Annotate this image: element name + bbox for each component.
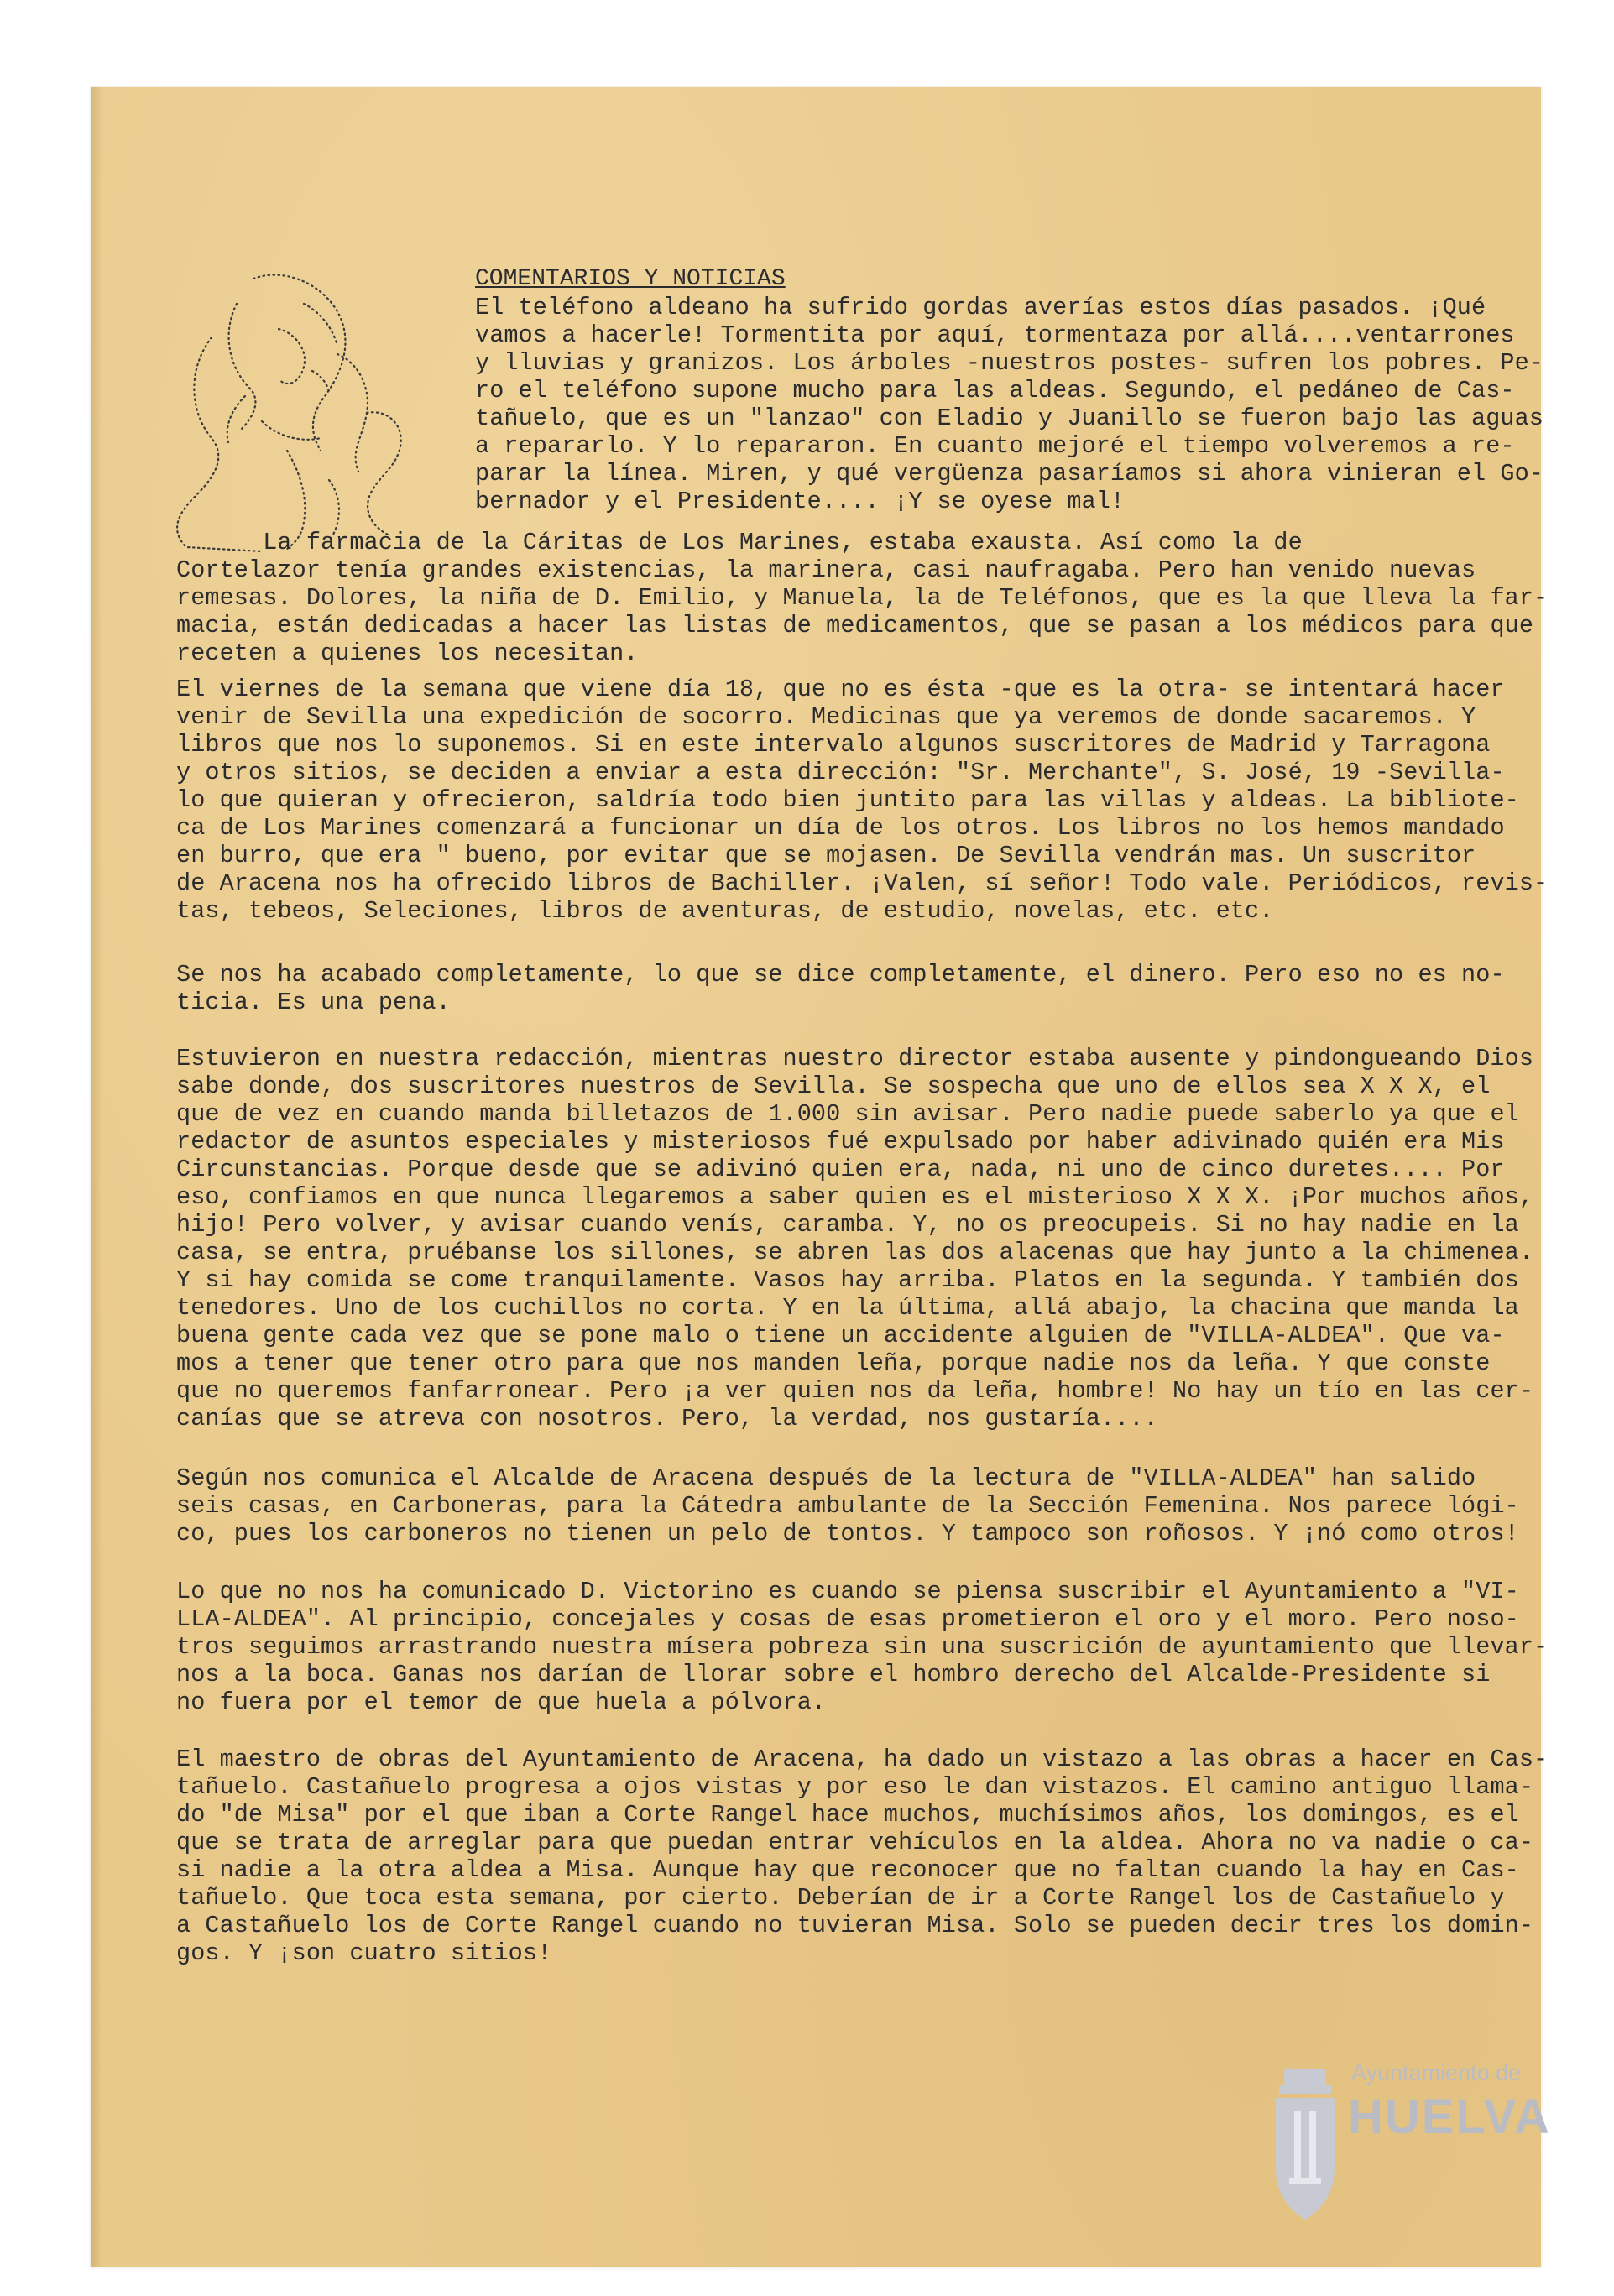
text-line: La farmacia de la Cáritas de Los Marines, estaba exausta. Así como la de xyxy=(176,529,1303,556)
paragraph-pharmacy xyxy=(176,529,1548,667)
text-line: no fuera por el temor de que huela a pólvora. xyxy=(176,1688,827,1716)
text-line: Se nos ha acabado completamente, lo que se dice completamente, el dinero. Pero eso no es no- xyxy=(176,961,1505,989)
text-line: que se trata de arreglar para que puedan entrar vehículos en la aldea. Ahora no va nadie o ca- xyxy=(176,1829,1534,1856)
text-line: do "de Misa" por el que iban a Corte Rangel hace muchos, muchísimos años, los domingos, es el xyxy=(176,1801,1519,1829)
text-line: gos. Y ¡son cuatro sitios! xyxy=(176,1939,552,1967)
text-line: bernador y el Presidente.... ¡Y se oyese mal! xyxy=(475,488,1126,515)
text-line: buena gente cada vez que se pone malo o tiene un accidente alguien de "VILLA-ALDEA". Que va- xyxy=(176,1322,1505,1349)
text-line: LLA-ALDEA". Al principio, concejales y cosas de esas prometieron el oro y el moro. Pero noso- xyxy=(176,1605,1519,1633)
watermark-line2: HUELVA xyxy=(1348,2090,1551,2144)
text-line: casa, se entra, pruébanse los sillones, se abren las dos alacenas que hay junto a la chimenea. xyxy=(176,1239,1534,1266)
text-line: El viernes de la semana que viene día 18, que no es ésta -que es la otra- se intentará hacer xyxy=(176,676,1505,703)
text-line: venir de Sevilla una expedición de socorro. Medicinas que ya veremos de donde sacaremos. Y xyxy=(176,703,1476,731)
paragraph-expedition xyxy=(176,676,1548,925)
text-line: ro el teléfono supone mucho para las aldeas. Segundo, el pedáneo de Cas- xyxy=(475,377,1515,404)
text-line: y otros sitios, se deciden a enviar a esta dirección: "Sr. Merchante", S. José, 19 -Sevilla- xyxy=(176,759,1505,786)
text-line: hijo! Pero volver, y avisar cuando venís, caramba. Y, no os preocupeis. Si no hay nadie en la xyxy=(176,1211,1519,1239)
text-line: El maestro de obras del Ayuntamiento de Aracena, ha dado un vistazo a las obras a hacer en Cas- xyxy=(176,1745,1549,1773)
ayuntamiento-huelva-watermark xyxy=(1267,2060,1551,2270)
text-line: seis casas, en Carboneras, para la Cátedra ambulante de la Sección Femenina. Nos parece lógi- xyxy=(176,1492,1519,1520)
paragraph-subscription xyxy=(176,1578,1548,1716)
text-line: libros que nos lo suponemos. Si en este intervalo algunos suscritores de Madrid y Tarragona xyxy=(176,731,1491,759)
text-line: si nadie a la otra aldea a Misa. Aunque hay que reconocer que no faltan cuando la hay en Cas- xyxy=(176,1856,1519,1884)
text-line: El teléfono aldeano ha sufrido gordas averías estos días pasados. ¡Qué xyxy=(475,294,1486,321)
text-line: Según nos comunica el Alcalde de Aracena después de la lectura de "VILLA-ALDEA" han salido xyxy=(176,1464,1476,1492)
text-line: Cortelazor tenía grandes existencias, la marinera, casi naufragaba. Pero han venido nuevas xyxy=(176,556,1476,584)
text-line: y lluvias y granizos. Los árboles -nuestros postes- sufren los pobres. Pe- xyxy=(475,349,1544,377)
text-line: a repararlo. Y lo repararon. En cuanto mejoré el tiempo volveremos a re- xyxy=(475,432,1515,460)
text-line: macia, están dedicadas a hacer las listas de medicamentos, que se pasan a los médicos para que xyxy=(176,612,1534,639)
paragraph-works xyxy=(176,1745,1548,1967)
text-line: Y si hay comida se come tranquilamente. Vasos hay arriba. Platos en la segunda. Y también dos xyxy=(176,1266,1519,1294)
paragraph-mayor xyxy=(176,1464,1519,1547)
text-line: que no queremos fanfarronear. Pero ¡a ver quien nos da leña, hombre! No hay un tío en las cer- xyxy=(176,1377,1534,1405)
text-line: tenedores. Uno de los cuchillos no corta. Y en la última, allá abajo, la chacina que manda la xyxy=(176,1294,1519,1322)
watermark-line1: Ayuntamiento de xyxy=(1351,2060,1522,2085)
section-title: COMENTARIOS Y NOTICIAS xyxy=(475,266,786,292)
text-line: canías que se atreva con nosotros. Pero, la verdad, nos gustaría.... xyxy=(176,1405,1158,1432)
text-line: tañuelo. Que toca esta semana, por cierto. Deberían de ir a Corte Rangel los de Castañuelo y xyxy=(176,1884,1505,1912)
paragraph-telephone xyxy=(475,294,1543,515)
text-line: remesas. Dolores, la niña de D. Emilio, y Manuela, la de Teléfonos, que es la que lleva la far- xyxy=(176,584,1549,612)
dotted-sketch-illustration xyxy=(161,270,447,557)
text-line: Lo que no nos ha comunicado D. Victorino es cuando se piensa suscribir el Ayuntamiento a "VI- xyxy=(176,1578,1519,1605)
text-line: Circunstancias. Porque desde que se adivinó quien era, nada, ni uno de cinco duretes.... Por xyxy=(176,1156,1505,1183)
text-line: vamos a hacerle! Tormentita por aquí, tormentaza por allá....ventarrones xyxy=(475,321,1515,349)
text-line: de Aracena nos ha ofrecido libros de Bachiller. ¡Valen, sí señor! Todo vale. Periódicos, revis- xyxy=(176,869,1549,897)
coat-of-arms-icon xyxy=(1267,2060,1343,2228)
text-line: que de vez en cuando manda billetazos de 1.000 sin avisar. Pero nadie puede saberlo ya que el xyxy=(176,1100,1519,1128)
text-line: tañuelo, que es un "lanzao" con Eladio y Juanillo se fueron bajo las aguas xyxy=(475,404,1544,432)
text-line: nos a la boca. Ganas nos darían de llorar sobre el hombro derecho del Alcalde-Presidente si xyxy=(176,1661,1491,1688)
text-line: a Castañuelo los de Corte Rangel cuando no tuvieran Misa. Solo se pueden decir tres los domin- xyxy=(176,1912,1534,1939)
text-line: ca de Los Marines comenzará a funcionar un día de los otros. Los libros no los hemos mandado xyxy=(176,814,1505,842)
text-line: redactor de asuntos especiales y misteriosos fué expulsado por haber adivinado quién era Mis xyxy=(176,1128,1505,1156)
text-line: tañuelo. Castañuelo progresa a ojos vistas y por eso le dan vistazos. El camino antiguo llama- xyxy=(176,1773,1534,1801)
text-line: Estuvieron en nuestra redacción, mientras nuestro director estaba ausente y pindongueando Dios xyxy=(176,1045,1534,1072)
text-line: lo que quieran y ofrecieron, saldría todo bien juntito para las villas y aldeas. La bibliote- xyxy=(176,786,1519,814)
text-line: receten a quienes los necesitan. xyxy=(176,639,639,667)
text-line: tas, tebeos, Seleciones, libros de aventuras, de estudio, novelas, etc. etc. xyxy=(176,897,1274,925)
text-line: tros seguimos arrastrando nuestra mísera pobreza sin una suscrición de ayuntamiento que llevar- xyxy=(176,1633,1549,1661)
text-line: parar la línea. Miren, y qué vergüenza pasaríamos si ahora vinieran el Go- xyxy=(475,460,1544,488)
text-line: mos a tener que tener otro para que nos manden leña, porque nadie nos da leña. Y que conste xyxy=(176,1349,1491,1377)
text-line: sabe donde, dos suscritores nuestros de Sevilla. Se sospecha que uno de ellos sea X X X, el xyxy=(176,1072,1491,1100)
text-line: co, pues los carboneros no tienen un pelo de tontos. Y tampoco son roñosos. Y ¡nó como otros! xyxy=(176,1520,1519,1547)
text-line: en burro, que era " bueno, por evitar que se mojasen. De Sevilla vendrán mas. Un suscritor xyxy=(176,842,1476,869)
text-line: eso, confiamos en que nunca llegaremos a saber quien es el misterioso X X X. ¡Por muchos años, xyxy=(176,1183,1534,1211)
paragraph-visitors xyxy=(176,1045,1533,1432)
text-line: ticia. Es una pena. xyxy=(176,989,451,1016)
paragraph-money xyxy=(176,961,1505,1016)
